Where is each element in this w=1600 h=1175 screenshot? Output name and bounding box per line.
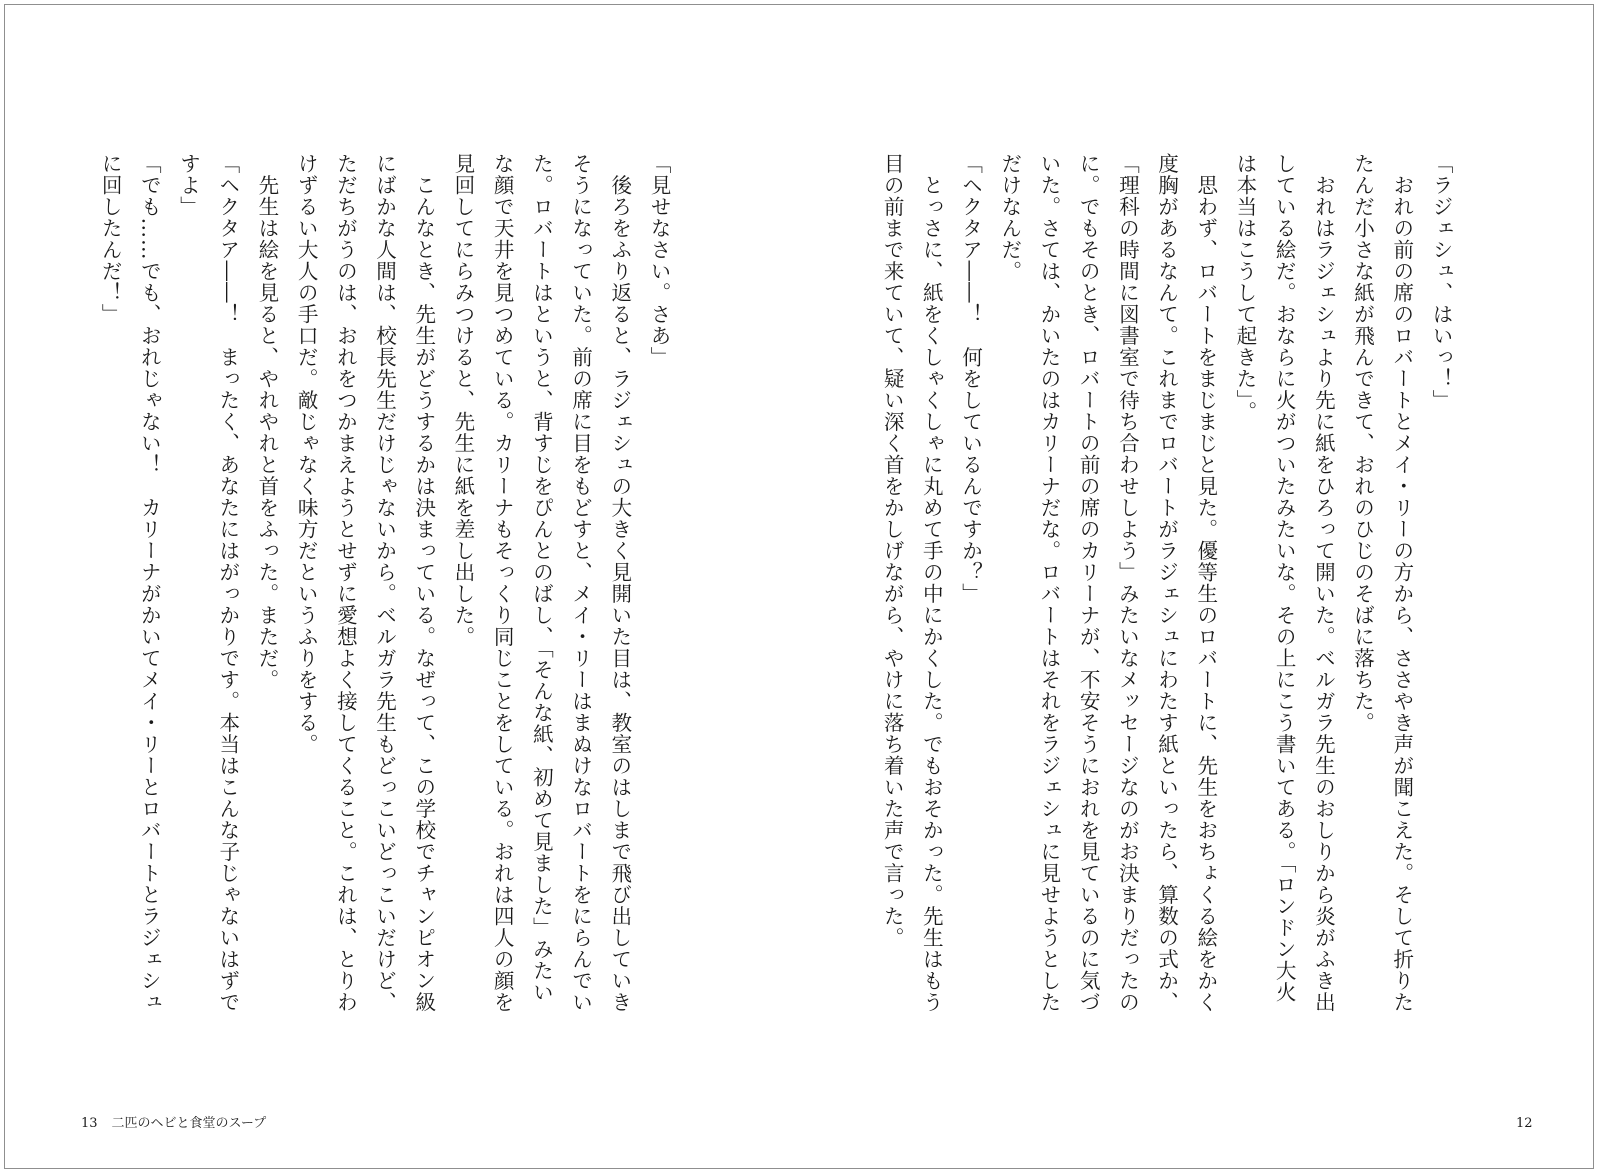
text-line: 「ヘクタア――！ まったく、あなたにはがっかりです。本当はこんな子じゃないはずで <box>215 153 240 1013</box>
text-line: おれの前の席のロバートとメイ・リーの方から、ささやき声が聞こえた。そして折りた <box>1389 153 1414 1013</box>
text-line: 後ろをふり返ると、ラジェシュの大きく見開いた目は、教室のはしまで飛び出していき <box>607 153 632 1013</box>
text-line: 見回してにらみつけると、先生に紙を差し出した。 <box>450 153 475 648</box>
text-line: けずるい大人の手口だ。敵じゃなく味方だというふりをする。 <box>294 153 319 755</box>
text-line: すよ」 <box>176 153 201 218</box>
right-page-footer <box>1516 1116 1533 1132</box>
book-spread <box>4 4 1594 1169</box>
text-line: している絵だ。おならに火がついたみたいな。その上にこう書いてある。「ロンドン大火 <box>1272 153 1297 1003</box>
text-line: だけなんだ。 <box>997 153 1022 282</box>
text-line: とっさに、紙をくしゃくしゃに丸めて手の中にかくした。でもおそかった。先生はもう <box>919 153 944 1013</box>
running-title: 二匹のヘビと食堂のスープ <box>111 1116 267 1131</box>
text-line: 「でも……でも、おれじゃない！ カリーナがかいてメイ・リーとロバートとラジェシュ <box>137 153 162 1013</box>
text-line: いた。さては、かいたのはカリーナだな。ロバートはそれをラジェシュに見せようとした <box>1036 153 1061 1013</box>
text-line: こんなとき、先生がどうするかは決まっている。なぜって、この学校でチャンピオン級 <box>411 153 436 1013</box>
text-line: たんだ小さな紙が飛んできて、おれのひじのそばに落ちた。 <box>1350 153 1375 734</box>
right-page-text <box>872 153 1460 1053</box>
text-line: な顔で天井を見つめている。カリーナもそっくり同じことをしている。おれは四人の顔を <box>490 153 515 1013</box>
text-line: 「見せなさい。さあ」 <box>647 153 671 368</box>
text-line: た。ロバートはというと、背すじをぴんとのばし、「そんな紙、初めて見ました」みたい <box>529 153 554 1003</box>
text-line: 思わず、ロバートをまじまじと見た。優等生のロバートに、先生をおちょくる絵をかく <box>1193 153 1218 1013</box>
text-line: 先生は絵を見ると、やれやれと首をふった。まただ。 <box>254 153 279 691</box>
text-line: 度胸があるなんて。これまでロバートがラジェシュにわたす紙といったら、算数の式か、 <box>1154 153 1179 1013</box>
text-line: 目の前まで来ていて、疑い深く首をかしげながら、やけに落ち着いた声で言った。 <box>880 153 905 949</box>
text-line: 「ラジェシュ、はいっ！」 <box>1429 153 1453 411</box>
text-line: 「理科の時間に図書室で待ち合わせしよう」みたいなメッセージなのがお決まりだったの <box>1115 153 1140 1013</box>
right-page-number: 12 <box>1516 1116 1533 1131</box>
text-line: に。でもそのとき、ロバートの前の席のカリーナが、不安そうにおれを見ているのに気づ <box>1076 153 1101 1013</box>
text-line: は本当はこうして起きた」。 <box>1232 153 1257 423</box>
text-line: そうになっていた。前の席に目をもどすと、メイ・リーはまぬけなロバートをにらんでい <box>568 153 593 1013</box>
left-page-number: 13 <box>81 1116 98 1131</box>
left-page-footer <box>81 1116 266 1132</box>
text-line: おれはラジェシュより先に紙をひろって開いた。ベルガラ先生のおしりから炎がふき出 <box>1311 153 1336 1013</box>
text-line: にばかな人間は、校長先生だけじゃないから。ベルガラ先生もどっこいどっこいだけど、 <box>372 153 397 1013</box>
text-line: に回したんだ！」 <box>98 153 123 325</box>
left-page-text <box>90 153 678 1053</box>
text-line: 「ヘクタア――！ 何をしているんですか？」 <box>958 153 983 605</box>
text-line: ただちがうのは、おれをつかまえようとせずに愛想よく接してくること。これは、とりわ <box>333 153 358 1013</box>
